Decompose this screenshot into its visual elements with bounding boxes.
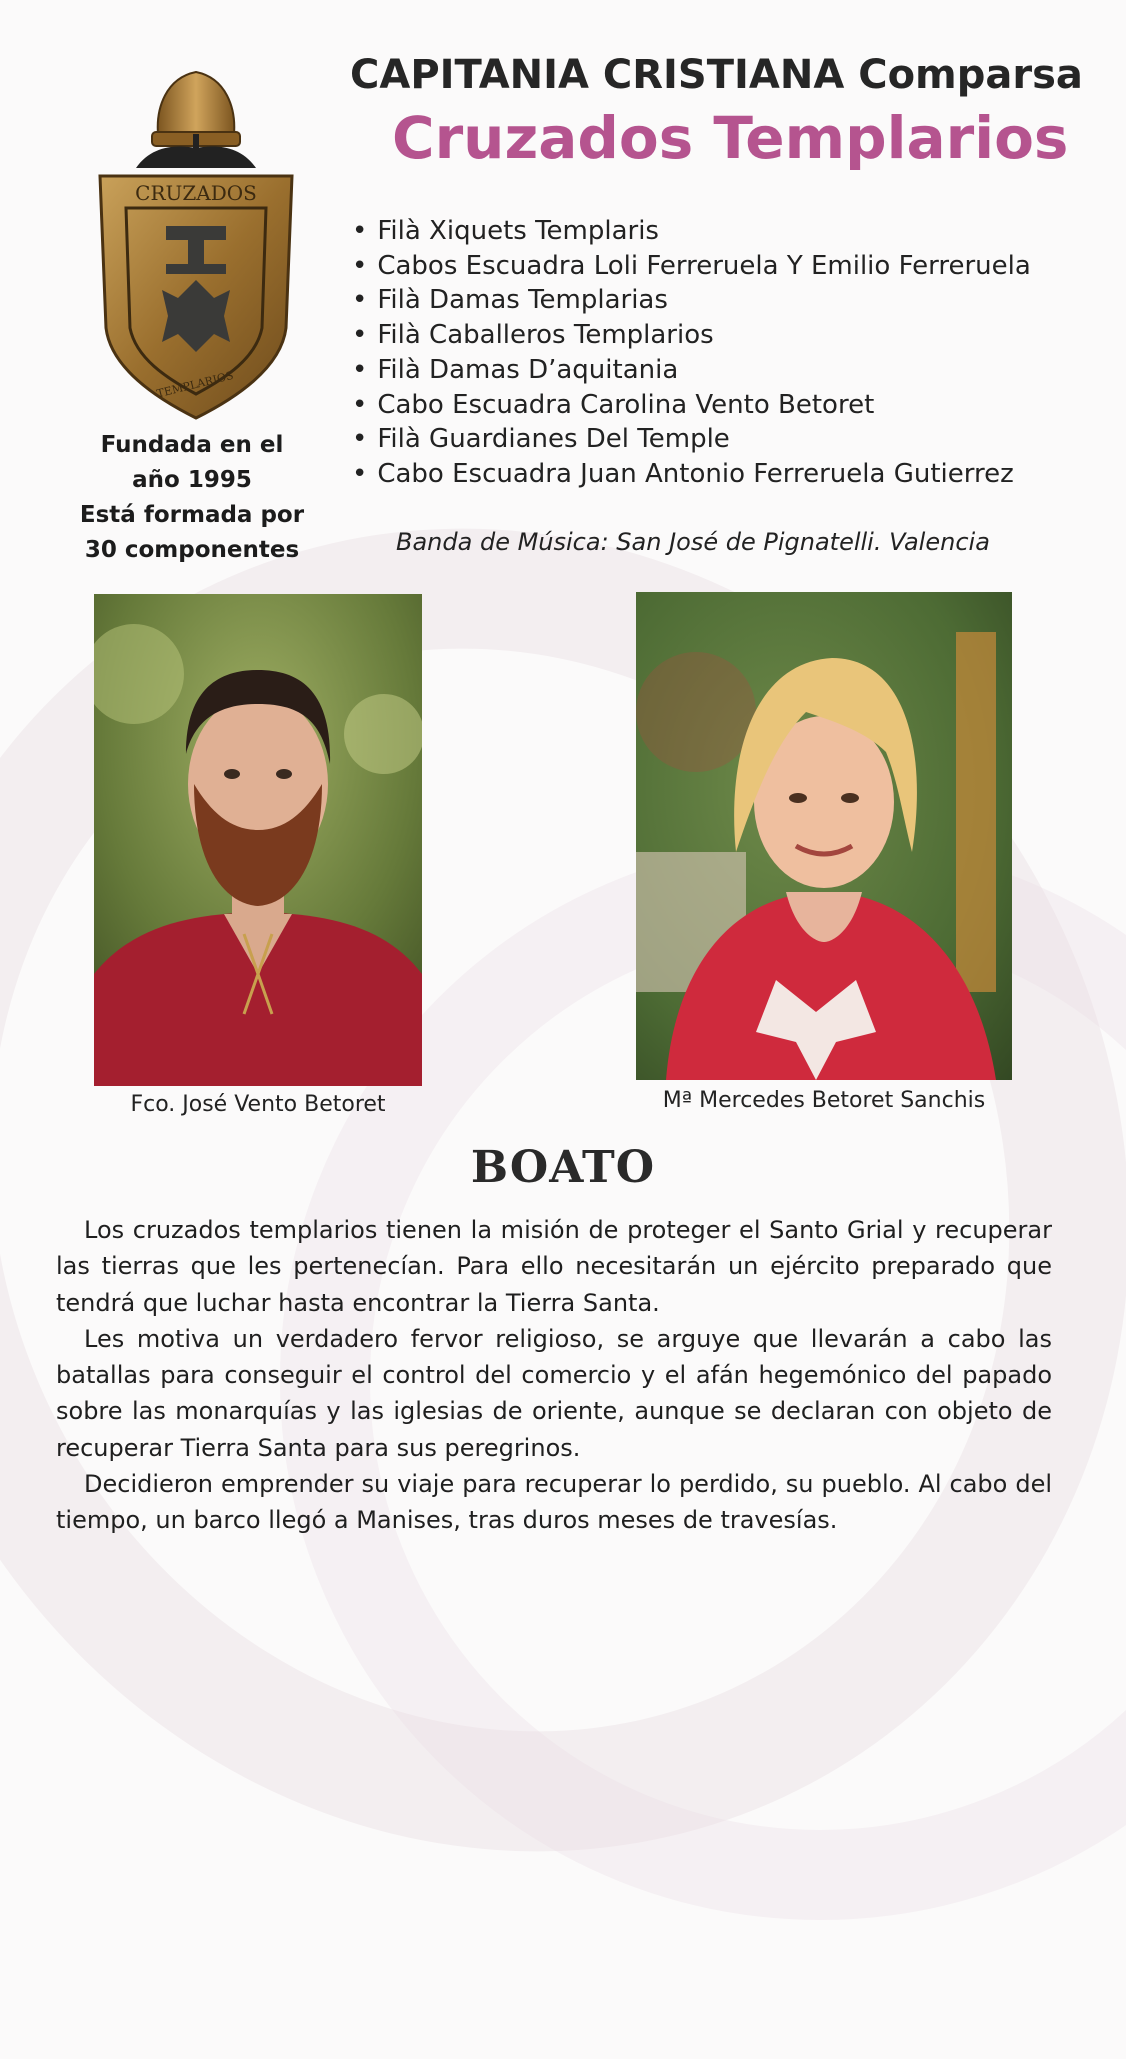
section-title: BOATO [470,1142,656,1193]
founded-line: año 1995 [132,467,252,493]
page-title: CAPITANIA CRISTIANA Comparsa [350,52,1083,98]
svg-text:CRUZADOS: CRUZADOS [135,181,257,205]
founded-line: Fundada en el [100,432,284,458]
templar-shield-icon [96,68,296,428]
list-item: • Cabo Escuadra Carolina Vento Betoret [352,388,1082,423]
caption-right: Mª Mercedes Betoret Sanchis [662,1088,986,1113]
fila-list [352,214,1082,492]
list-item: • Filà Xiquets Templaris [352,214,1082,249]
paragraph: Los cruzados templarios tienen la misión de proteger el Santo Grial y recuperar las tierras que les pertenecían. Para ello necesitarán un ejército preparado que tendrá que luchar hasta encontrar la Tierra Santa. [56,1216,1052,1317]
founded-line: 30 componentes [84,537,300,563]
list-item: • Filà Damas D’aquitania [352,353,1082,388]
music-band: Banda de Música: San José de Pignatelli. Valencia [396,528,990,556]
boato-text [56,1212,1052,1539]
portrait-photo-female [636,592,1012,1080]
list-item: • Cabo Escuadra Juan Antonio Ferreruela Gutierrez [352,457,1082,492]
paragraph: Les motiva un verdadero fervor religioso, se arguye que llevarán a cabo las batallas para conseguir el control del comercio y el afán hegemónico del papado sobre las monarquías y las iglesias de oriente, aunque se declaran con objeto de recuperar Tierra Santa para sus peregrinos. [56,1324,1052,1462]
list-item: • Filà Guardianes Del Temple [352,422,1082,457]
page-subtitle: Cruzados Templarios [392,104,1069,172]
list-item: • Filà Damas Templarias [352,283,1082,318]
list-item: • Cabos Escuadra Loli Ferreruela Y Emilio Ferreruela [352,249,1082,284]
list-item: • Filà Caballeros Templarios [352,318,1082,353]
portrait-photo-male [94,594,422,1086]
founded-line: Está formada por [79,502,305,528]
founded-info [52,428,332,568]
caption-left: Fco. José Vento Betoret [130,1092,386,1117]
paragraph: Decidieron emprender su viaje para recuperar lo perdido, su pueblo. Al cabo del tiempo, un barco llegó a Manises, tras duros meses de travesías. [56,1470,1052,1535]
svg-text:TEMPLARIOS: TEMPLARIOS [155,368,235,401]
